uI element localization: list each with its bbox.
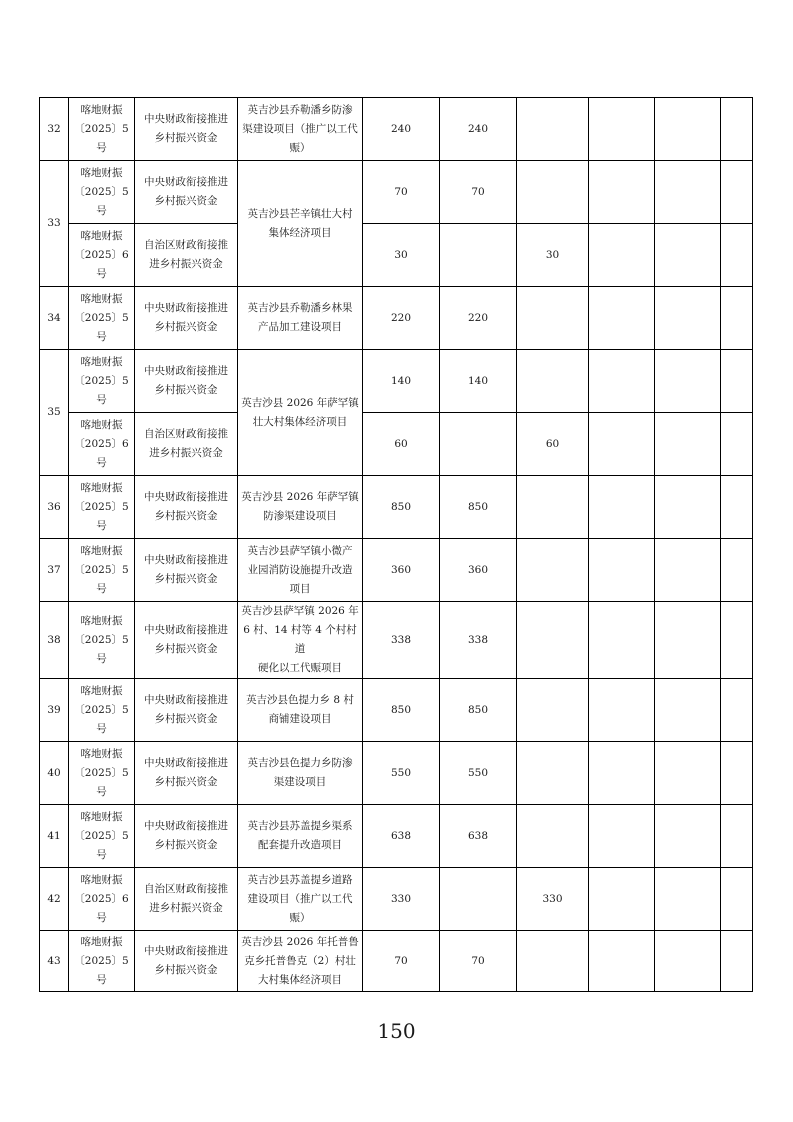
- document-number-line: 喀地财振: [80, 481, 123, 494]
- document-number: [69, 476, 135, 539]
- document-number-line: 喀地财振: [80, 544, 123, 557]
- amount-total: 338: [363, 602, 440, 679]
- fund-source-line: 乡村振兴资金: [154, 384, 218, 396]
- empty-cell: [721, 350, 753, 413]
- project-name-line: 商铺建设项目: [268, 713, 332, 725]
- table-row: [40, 98, 753, 161]
- document-number: [69, 98, 135, 161]
- row-number: 33: [40, 161, 69, 287]
- document-number: [69, 224, 135, 287]
- amount-central: 638: [440, 805, 517, 868]
- row-number: 41: [40, 805, 69, 868]
- table-row: [40, 602, 753, 679]
- document-number: [69, 868, 135, 931]
- empty-cell: [589, 868, 655, 931]
- document-number-line: 喀地财振: [80, 810, 123, 823]
- document-number-line: 喀地财振: [80, 747, 123, 760]
- project-name-line: 建设项目（推广以工代: [247, 892, 353, 905]
- document-number-line: 〔2025〕6: [74, 892, 129, 905]
- empty-cell: [655, 287, 721, 350]
- table-row: [40, 679, 753, 742]
- document-number: [69, 679, 135, 742]
- funding-table: [39, 97, 753, 992]
- project-name-line: 硬化以工代赈项目: [258, 662, 342, 674]
- project-name-line: 业园消防设施提升改造: [247, 563, 353, 576]
- project-name: [238, 931, 363, 992]
- document-number-line: 喀地财振: [80, 292, 123, 305]
- amount-central: [440, 413, 517, 476]
- fund-source-line: 中央财政衔接推进: [144, 113, 228, 125]
- document-number-line: 〔2025〕5: [74, 633, 129, 646]
- document-number-line: 号: [96, 848, 107, 861]
- document-number-line: 号: [96, 652, 107, 665]
- table-row: [40, 287, 753, 350]
- project-name: [238, 679, 363, 742]
- row-number: 37: [40, 539, 69, 602]
- document-number-line: 〔2025〕5: [74, 185, 129, 198]
- amount-total: 360: [363, 539, 440, 602]
- document-number: [69, 931, 135, 992]
- fund-source: [135, 413, 238, 476]
- fund-source-line: 自治区财政衔接推: [144, 239, 228, 251]
- amount-central: 70: [440, 931, 517, 992]
- row-number: 43: [40, 931, 69, 992]
- fund-source: [135, 602, 238, 679]
- fund-source-line: 中央财政衔接推进: [144, 694, 228, 706]
- document-number-line: 号: [96, 267, 107, 280]
- empty-cell: [655, 742, 721, 805]
- project-name-line: 渠建设项目: [273, 776, 327, 788]
- project-name: [238, 805, 363, 868]
- fund-source: [135, 224, 238, 287]
- document-number-line: 喀地财振: [80, 418, 123, 431]
- amount-central: 140: [440, 350, 517, 413]
- document-number: [69, 539, 135, 602]
- fund-source-line: 中央财政衔接推进: [144, 491, 228, 503]
- empty-cell: [655, 350, 721, 413]
- empty-cell: [721, 539, 753, 602]
- project-name: [238, 350, 363, 476]
- fund-source-line: 乡村振兴资金: [154, 643, 218, 655]
- project-name: [238, 868, 363, 931]
- amount-total: 240: [363, 98, 440, 161]
- document-number-line: 〔2025〕5: [74, 703, 129, 716]
- table-row: [40, 805, 753, 868]
- empty-cell: [721, 742, 753, 805]
- fund-source-line: 中央财政衔接推进: [144, 365, 228, 377]
- amount-region: [517, 287, 589, 350]
- document-number-line: 号: [96, 204, 107, 217]
- empty-cell: [655, 224, 721, 287]
- empty-cell: [589, 161, 655, 224]
- empty-cell: [655, 539, 721, 602]
- empty-cell: [721, 931, 753, 992]
- project-name-line: 英吉沙县萨罕镇小微产: [247, 544, 353, 557]
- amount-total: 330: [363, 868, 440, 931]
- document-number-line: 喀地财振: [80, 873, 123, 886]
- amount-central: 240: [440, 98, 517, 161]
- document-number: [69, 805, 135, 868]
- fund-source-line: 乡村振兴资金: [154, 713, 218, 725]
- empty-cell: [721, 602, 753, 679]
- fund-source: [135, 679, 238, 742]
- fund-source: [135, 805, 238, 868]
- document-number-line: 喀地财振: [80, 935, 123, 948]
- amount-total: 850: [363, 476, 440, 539]
- fund-source: [135, 287, 238, 350]
- empty-cell: [721, 224, 753, 287]
- project-name-line: 大村集体经济项目: [258, 973, 342, 986]
- empty-cell: [721, 413, 753, 476]
- project-name: [238, 602, 363, 679]
- document-number-line: 〔2025〕5: [74, 954, 129, 967]
- project-name: [238, 287, 363, 350]
- empty-cell: [589, 287, 655, 350]
- table-row: [40, 931, 753, 992]
- fund-source: [135, 350, 238, 413]
- amount-total: 850: [363, 679, 440, 742]
- document-number-line: 喀地财振: [80, 103, 123, 116]
- project-name-line: 克乡托普鲁克（2）村壮: [244, 954, 356, 967]
- row-number: 32: [40, 98, 69, 161]
- amount-central: 550: [440, 742, 517, 805]
- amount-central: 70: [440, 161, 517, 224]
- fund-source-line: 乡村振兴资金: [154, 839, 218, 851]
- project-name: [238, 476, 363, 539]
- document-number-line: 〔2025〕5: [74, 766, 129, 779]
- project-name-line: 集体经济项目: [268, 226, 332, 239]
- empty-cell: [655, 161, 721, 224]
- fund-source: [135, 931, 238, 992]
- project-name-line: 英吉沙县 2026 年托普鲁: [241, 935, 359, 948]
- amount-total: 140: [363, 350, 440, 413]
- table-row: [40, 539, 753, 602]
- fund-source: [135, 868, 238, 931]
- fund-source-line: 乡村振兴资金: [154, 964, 218, 976]
- amount-region: [517, 931, 589, 992]
- project-name-line: 英吉沙县乔勒潘乡林果: [247, 302, 353, 314]
- document-number-line: 〔2025〕5: [74, 829, 129, 842]
- table-row: [40, 161, 753, 224]
- fund-source: [135, 742, 238, 805]
- fund-source-line: 进乡村振兴资金: [149, 447, 223, 459]
- empty-cell: [589, 679, 655, 742]
- document-number-line: 号: [96, 330, 107, 343]
- empty-cell: [589, 602, 655, 679]
- project-name: [238, 161, 363, 287]
- fund-source-line: 自治区财政衔接推: [144, 428, 228, 440]
- document-number-line: 喀地财振: [80, 229, 123, 242]
- empty-cell: [655, 931, 721, 992]
- document-number-line: 号: [96, 582, 107, 595]
- row-number: 38: [40, 602, 69, 679]
- amount-total: 60: [363, 413, 440, 476]
- row-number: 36: [40, 476, 69, 539]
- project-name: [238, 98, 363, 161]
- amount-central: 850: [440, 476, 517, 539]
- fund-source: [135, 539, 238, 602]
- amount-total: 638: [363, 805, 440, 868]
- empty-cell: [589, 224, 655, 287]
- amount-central: [440, 224, 517, 287]
- empty-cell: [589, 413, 655, 476]
- fund-source-line: 乡村振兴资金: [154, 573, 218, 585]
- project-name-line: 6 村、14 村等 4 个村村道: [243, 624, 357, 655]
- document-number-line: 喀地财振: [80, 355, 123, 368]
- empty-cell: [655, 805, 721, 868]
- document-number-line: 喀地财振: [80, 166, 123, 179]
- empty-cell: [589, 476, 655, 539]
- empty-cell: [655, 476, 721, 539]
- fund-source-line: 中央财政衔接推进: [144, 176, 228, 188]
- row-number: 35: [40, 350, 69, 476]
- fund-source-line: 进乡村振兴资金: [149, 902, 223, 914]
- amount-region: 330: [517, 868, 589, 931]
- document-number-line: 〔2025〕5: [74, 311, 129, 324]
- project-name-line: 英吉沙县苏盖提乡渠系: [247, 820, 353, 832]
- project-name-line: 英吉沙县 2026 年萨罕镇: [241, 491, 359, 503]
- empty-cell: [589, 539, 655, 602]
- amount-total: 70: [363, 931, 440, 992]
- document-number: [69, 413, 135, 476]
- amount-region: [517, 350, 589, 413]
- empty-cell: [721, 287, 753, 350]
- project-name-line: 赈）: [289, 911, 311, 924]
- fund-source-line: 乡村振兴资金: [154, 776, 218, 788]
- project-name-line: 项目: [289, 582, 311, 595]
- amount-region: [517, 742, 589, 805]
- amount-region: [517, 805, 589, 868]
- document-number-line: 号: [96, 785, 107, 798]
- project-name-line: 英吉沙县苏盖提乡道路: [247, 873, 353, 886]
- project-name-line: 配套提升改造项目: [258, 839, 342, 851]
- fund-source-line: 乡村振兴资金: [154, 132, 218, 144]
- amount-central: 360: [440, 539, 517, 602]
- document-number-line: 〔2025〕5: [74, 374, 129, 387]
- fund-source: [135, 98, 238, 161]
- fund-source-line: 乡村振兴资金: [154, 321, 218, 333]
- document-number-line: 号: [96, 456, 107, 469]
- project-name-line: 英吉沙县色提力乡防渗: [247, 757, 353, 769]
- project-name-line: 英吉沙县乔勒潘乡防渗: [247, 103, 353, 116]
- amount-central: [440, 868, 517, 931]
- document-number-line: 号: [96, 911, 107, 924]
- empty-cell: [589, 350, 655, 413]
- empty-cell: [589, 931, 655, 992]
- row-number: 34: [40, 287, 69, 350]
- fund-source-line: 中央财政衔接推进: [144, 757, 228, 769]
- amount-total: 220: [363, 287, 440, 350]
- document-number-line: 号: [96, 973, 107, 986]
- amount-region: [517, 476, 589, 539]
- fund-source-line: 中央财政衔接推进: [144, 624, 228, 636]
- project-name-line: 英吉沙县芒辛镇壮大村: [247, 207, 353, 220]
- fund-source: [135, 161, 238, 224]
- document-number-line: 号: [96, 519, 107, 532]
- document-number: [69, 350, 135, 413]
- document-number-line: 喀地财振: [80, 684, 123, 697]
- project-name-line: 渠建设项目（推广以工代: [242, 122, 358, 135]
- document-number-line: 〔2025〕6: [74, 248, 129, 261]
- project-name-line: 英吉沙县色提力乡 8 村: [246, 694, 354, 706]
- empty-cell: [721, 805, 753, 868]
- table-row: [40, 868, 753, 931]
- amount-region: [517, 539, 589, 602]
- fund-source-line: 中央财政衔接推进: [144, 302, 228, 314]
- table-body: [40, 98, 753, 992]
- fund-source-line: 中央财政衔接推进: [144, 945, 228, 957]
- table-row: [40, 224, 753, 287]
- empty-cell: [721, 161, 753, 224]
- document-number-line: 〔2025〕5: [74, 122, 129, 135]
- project-name-line: 英吉沙县 2026 年萨罕镇: [241, 396, 359, 409]
- amount-total: 30: [363, 224, 440, 287]
- table-row: [40, 413, 753, 476]
- amount-region: 30: [517, 224, 589, 287]
- project-name-line: 防渗渠建设项目: [263, 510, 337, 522]
- row-number: 39: [40, 679, 69, 742]
- project-name-line: 壮大村集体经济项目: [252, 415, 348, 428]
- table-row: [40, 350, 753, 413]
- document-number: [69, 287, 135, 350]
- empty-cell: [655, 602, 721, 679]
- fund-source-line: 自治区财政衔接推: [144, 883, 228, 895]
- empty-cell: [589, 742, 655, 805]
- document-number-line: 〔2025〕6: [74, 437, 129, 450]
- empty-cell: [721, 98, 753, 161]
- amount-central: 850: [440, 679, 517, 742]
- document-number: [69, 742, 135, 805]
- fund-source-line: 乡村振兴资金: [154, 510, 218, 522]
- amount-region: 60: [517, 413, 589, 476]
- document-number: [69, 161, 135, 224]
- fund-source-line: 进乡村振兴资金: [149, 258, 223, 270]
- row-number: 40: [40, 742, 69, 805]
- document-number: [69, 602, 135, 679]
- amount-region: [517, 602, 589, 679]
- document-number-line: 〔2025〕5: [74, 500, 129, 513]
- fund-source-line: 中央财政衔接推进: [144, 554, 228, 566]
- amount-central: 220: [440, 287, 517, 350]
- fund-source-line: 中央财政衔接推进: [144, 820, 228, 832]
- amount-region: [517, 161, 589, 224]
- empty-cell: [721, 476, 753, 539]
- fund-source: [135, 476, 238, 539]
- empty-cell: [655, 679, 721, 742]
- empty-cell: [721, 868, 753, 931]
- amount-region: [517, 98, 589, 161]
- amount-region: [517, 679, 589, 742]
- empty-cell: [589, 805, 655, 868]
- table-row: [40, 476, 753, 539]
- document-number-line: 〔2025〕5: [74, 563, 129, 576]
- project-name-line: 产品加工建设项目: [258, 321, 342, 333]
- document-number-line: 喀地财振: [80, 614, 123, 627]
- empty-cell: [655, 98, 721, 161]
- fund-source-line: 乡村振兴资金: [154, 195, 218, 207]
- project-name: [238, 539, 363, 602]
- document-number-line: 号: [96, 393, 107, 406]
- page-number: 150: [377, 1019, 416, 1043]
- amount-central: 338: [440, 602, 517, 679]
- empty-cell: [589, 98, 655, 161]
- empty-cell: [655, 868, 721, 931]
- amount-total: 70: [363, 161, 440, 224]
- empty-cell: [721, 679, 753, 742]
- amount-total: 550: [363, 742, 440, 805]
- row-number: 42: [40, 868, 69, 931]
- project-name-line: 英吉沙县萨罕镇 2026 年: [241, 605, 359, 617]
- document-number-line: 号: [96, 722, 107, 735]
- empty-cell: [655, 413, 721, 476]
- project-name-line: 赈）: [289, 141, 311, 154]
- document-number-line: 号: [96, 141, 107, 154]
- table-row: [40, 742, 753, 805]
- project-name: [238, 742, 363, 805]
